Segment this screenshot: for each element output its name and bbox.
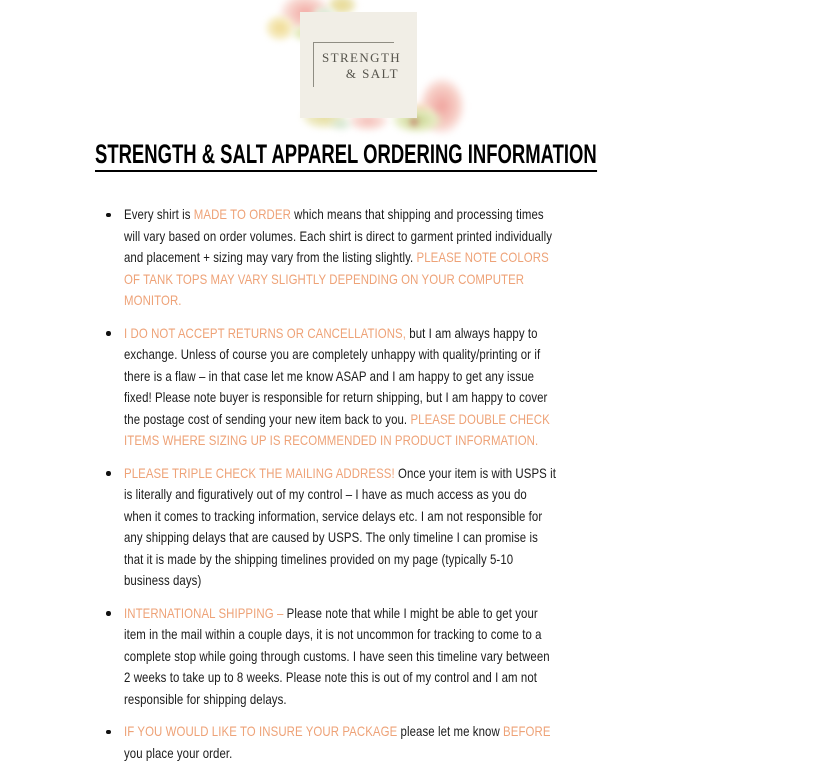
- list-item: [95, 204, 655, 312]
- bullet-icon: [106, 611, 111, 616]
- body-text-segment: you place your order.: [123, 744, 232, 761]
- bullet-text: [124, 721, 558, 764]
- bullet-icon: [106, 471, 111, 476]
- accent-text-segment: PLEASE TRIPLE CHECK THE MAILING ADDRESS!: [123, 464, 395, 481]
- bullet-text: [124, 323, 558, 452]
- list-item: [95, 603, 655, 711]
- list-item: [95, 323, 655, 452]
- logo-square: [300, 12, 417, 118]
- page-title: [95, 141, 829, 172]
- accent-text-segment: INTERNATIONAL SHIPPING –: [123, 604, 287, 621]
- page-title-text: STRENGTH & SALT APPAREL ORDERING INFORMATION: [95, 141, 597, 172]
- accent-text-segment: PLEASE DOUBLE CHECK ITEMS WHERE SIZING UP IS RECOMMENDED IN PRODUCT INFORMATION.: [123, 410, 550, 448]
- accent-text-segment: IF YOU WOULD LIKE TO INSURE YOUR PACKAGE: [123, 723, 401, 739]
- body-text-segment: Please note that while I might be able to get your item in the mail within a couple days, it is not uncommon for tracking to come to a complete stop while going through customs. I have seen this timeline vary between 2 weeks to take up to 8 weeks. Please note this is out of my control and I am not responsible for shipping delays.: [123, 604, 550, 707]
- bullet-text: [124, 463, 558, 592]
- bullet-text: [124, 204, 558, 312]
- accent-text-segment: MADE TO ORDER: [193, 206, 291, 222]
- info-list: [95, 204, 655, 775]
- logo-text-line1: STRENGTH: [322, 50, 402, 65]
- bullet-text: [124, 603, 558, 711]
- bullet-icon: [106, 213, 111, 218]
- body-text-segment: but I am always happy to exchange. Unless of course you are completely unhappy with quality/printing or if there is a flaw – in that case let me know ASAP and I am happy to get any issue fixed! Please note buyer is responsible for return shipping, but I am happy to cover the postage cost of sending your new item back to you.: [123, 324, 547, 427]
- brand-logo: [262, 0, 464, 138]
- accent-text-segment: BEFORE: [502, 723, 551, 739]
- body-text-segment: Every shirt is: [123, 206, 194, 222]
- bullet-icon: [106, 730, 111, 735]
- body-text-segment: Once your item is with USPS it is literally and figuratively out of my control – I have as much access as you do when it comes to tracking information, service delays etc. I am not responsible for any shipping delays that are caused by USPS. The only timeline I can promise is that it is made by the shipping timelines provided on my page (typically 5-10 business days): [123, 464, 556, 588]
- body-text-segment: which means that shipping and processing times will vary based on order volumes. Each shirt is direct to garment printed individually and placement + sizing may vary from the listing slightly.: [123, 206, 552, 265]
- bullet-icon: [106, 331, 111, 336]
- list-item: [95, 463, 655, 592]
- floral-decoration-mint-bottom: [328, 116, 354, 132]
- accent-text-segment: PLEASE NOTE COLORS OF TANK TOPS MAY VARY SLIGHTLY DEPENDING ON YOUR COMPUTER MONITOR.: [123, 249, 549, 308]
- list-item: [95, 721, 655, 764]
- logo-text-line2: & SALT: [345, 66, 399, 81]
- accent-text-segment: I DO NOT ACCEPT RETURNS OR CANCELLATIONS,: [123, 324, 406, 341]
- body-text-segment: please let me know: [400, 723, 503, 739]
